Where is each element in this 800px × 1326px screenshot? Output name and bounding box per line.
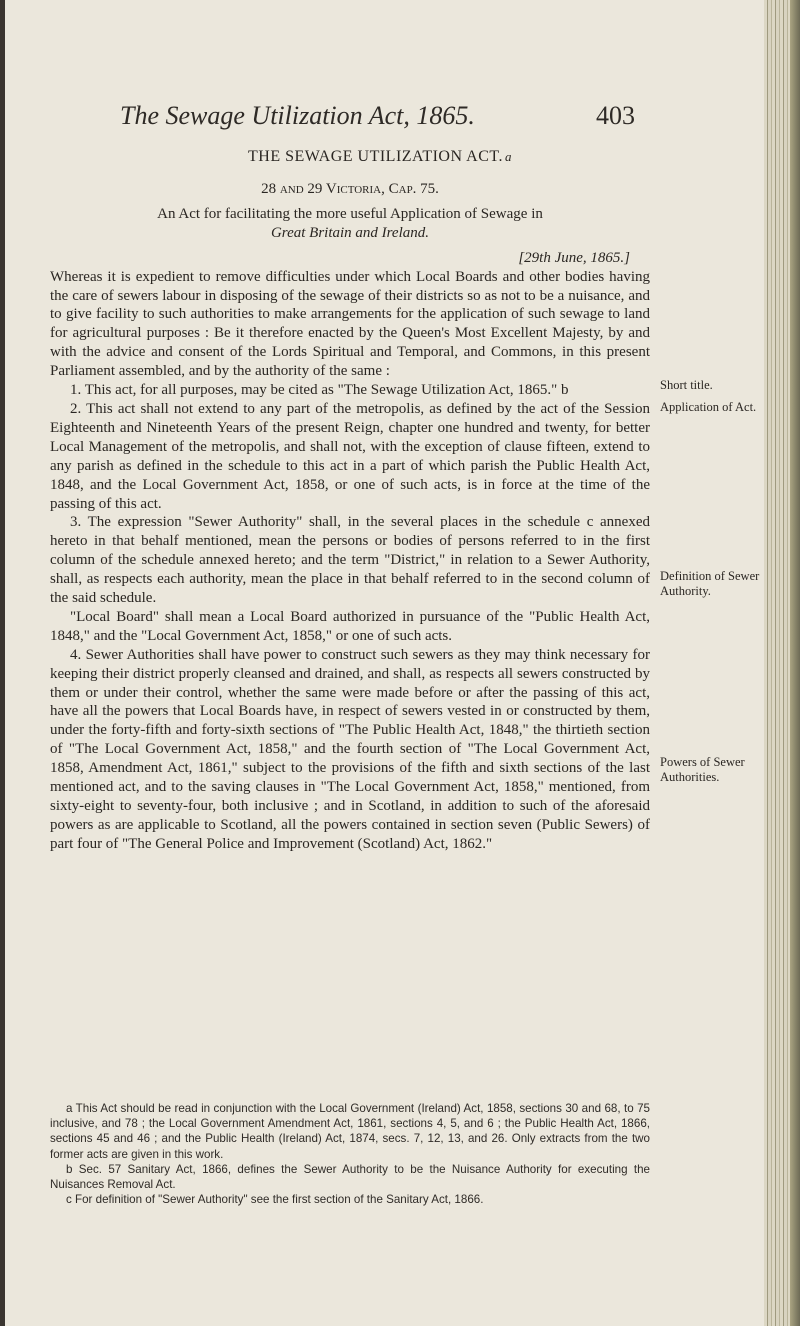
regnal-year: 28 and 29 Victoria, Cap. 75. — [261, 181, 439, 197]
long-title — [50, 205, 650, 243]
long-title-line-1: An Act for facilitating the more useful Application of Sewage in — [157, 205, 543, 222]
act-body — [50, 180, 650, 854]
section-4: 4. Sewer Authorities shall have power to construct such sewers as they may think necessary for keeping their district properly cleansed and drained, and shall, as respects all sewers constructed by them or under their control, whether the same were made before or after the passing of this act, have all the powers that Local Boards have, in respect of sewers vested in or constructed by them, under the forty-fifth and forty-sixth sections of "The Public Health Act, 1848," the thirtieth section of "The Local Government Act, 1858," and the fourth section of "The Local Government Act, 1858, Amendment Act, 1861," subject to the provisions of the fifth and sixth sections of the last mentioned act, and to the saving clauses in "The Local Government Act, 1858," mentioned, from sixty-eight to seventy-four, both inclusive ; and in Scotland, in addition to such of the aforesaid powers as are applicable to Scotland, all the powers contained in section seven (Public Sewers) of part four of "The General Police and Improvement (Scotland) Act, 1862." — [50, 646, 650, 852]
assent-date: [29th June, 1865.] — [518, 249, 630, 266]
margin-note-powers: Powers of Sewer Authorities. — [660, 755, 745, 784]
act-title-text: THE SEWAGE UTILIZATION ACT. — [248, 148, 503, 165]
footnotes — [50, 1101, 650, 1207]
book-spine-edge — [764, 0, 800, 1326]
section-3-local-board: "Local Board" shall mean a Local Board authorized in pursuance of the "Public Health Act, 1848," and the "Local Government Act, 1858," or one of such acts. — [50, 608, 650, 644]
page-left-edge — [0, 0, 5, 1326]
footnote-b: b Sec. 57 Sanitary Act, 1866, defines the Sewer Authority to be the Nuisance Authority for executing the Nuisances Removal Act. — [50, 1162, 650, 1192]
act-title-note-marker: a — [504, 149, 512, 164]
margin-note-short-title: Short title. — [660, 378, 713, 392]
section-2: 2. This act shall not extend to any part of the metropolis, as defined by the act of the Session Eighteenth and Nineteenth Years of the present Reign, chapter one hundred and twenty, for better Local Management of the metropolis, and shall not, with the exception of clause fifteen, extend to any parish as defined in the schedule to this act in a part of which parish the Public Health Act, 1848, and the Local Government Act, 1858, or one of such acts, is in force at the time of the passing of this act. — [50, 400, 650, 512]
section-3: 3. The expression "Sewer Authority" shall, in the several places in the schedule c annexed hereto in that behalf mentioned, mean the persons or bodies of persons referred to in the first column of the schedule annexed hereto; and the term "District," in relation to a Sewer Authority, shall, as respects each authority, mean the place in that behalf referred to in the second column of the said schedule. — [50, 514, 650, 607]
running-head-title: The Sewage Utilization Act, 1865. — [120, 101, 475, 130]
long-title-line-2: Great Britain and Ireland. — [270, 224, 430, 241]
preamble: Whereas it is expedient to remove difficulties under which Local Boards and other bodies having the care of sewers labour in disposing of the sewage of their districts so as not to be a nuisance, and to give facility to such authorities to make arrangements for the application of such sewage to land for agricultural purposes : Be it therefore enacted by the Queen's Most Excellent Majesty, by and with the advice and consent of the Lords Spiritual and Temporal, and Commons, in this present Parliament assembled, and by the authority of the same : — [50, 268, 650, 380]
running-head — [120, 101, 640, 131]
footnote-c: c For definition of "Sewer Authority" see the first section of the Sanitary Act, 1866. — [66, 1193, 484, 1207]
section-1: 1. This act, for all purposes, may be cited as "The Sewage Utilization Act, 1865." b — [70, 382, 569, 399]
footnote-a: a This Act should be read in conjunction with the Local Government (Ireland) Act, 1858, sections 30 and 68, to 75 inclusive, and 78 ; the Local Government Amendment Act, 1861, sections 4, 5, and 6 ; the Public Health Act, 1866, sections 45 and 46 ; and the Public Health (Ireland) Act, 1874, secs. 7, 12, 13, and 26. Only extracts from the two former acts are given in this work. — [50, 1102, 650, 1161]
margin-note-application: Application of Act. — [660, 400, 757, 414]
margin-note-definition: Definition of Sewer Authority. — [660, 569, 760, 598]
page-number: 403 — [596, 101, 635, 130]
act-title — [160, 148, 600, 166]
